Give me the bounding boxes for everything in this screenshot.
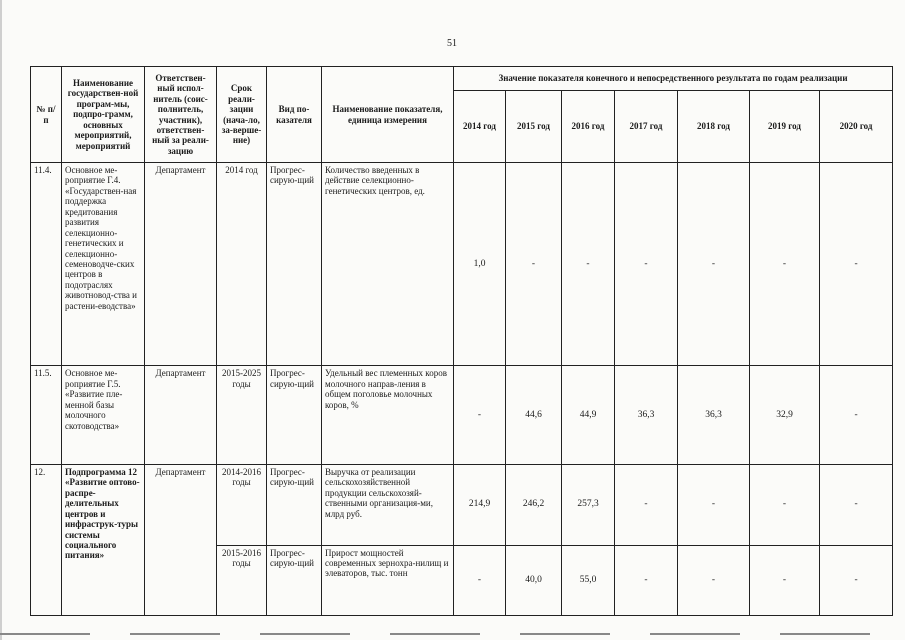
- header-term: Срок реали-зации (нача-ло, за-верше-ние): [217, 67, 267, 163]
- value-2016: 44,9: [562, 366, 615, 465]
- header-year-2016: 2016 год: [562, 91, 615, 163]
- value-2019: -: [750, 464, 820, 545]
- value-2015: -: [506, 163, 562, 366]
- value-2014: -: [454, 545, 506, 615]
- header-year-2017: 2017 год: [615, 91, 678, 163]
- value-2019: -: [750, 163, 820, 366]
- value-2014: -: [454, 366, 506, 465]
- header-year-2018: 2018 год: [678, 91, 750, 163]
- header-indicator: Наименование показателя, единица измерения: [322, 67, 454, 163]
- row-term: 2015-2016 годы: [217, 545, 267, 615]
- value-2016: -: [562, 163, 615, 366]
- value-2019: -: [750, 545, 820, 615]
- indicators-table: [30, 66, 893, 616]
- row-kind: Прогрес-сирую-щий: [267, 545, 322, 615]
- row-responsible: Департамент: [145, 464, 217, 615]
- value-2020: -: [820, 366, 893, 465]
- header-year-2015: 2015 год: [506, 91, 562, 163]
- row-num: 11.4.: [31, 163, 62, 366]
- row-name: Подпрограмма 12 «Развитие оптово-распре-делительных центров и инфраструк-туры системы социального питания»: [62, 464, 145, 615]
- header-responsible: Ответствен-ный испол-нитель (соис-полнитель, участник), ответствен-ный за реали-зацию: [145, 67, 217, 163]
- row-term: 2014-2016 годы: [217, 464, 267, 545]
- row-indicator: Количество введенных в действие селекционно-генетических центров, ед.: [322, 163, 454, 366]
- value-2019: 32,9: [750, 366, 820, 465]
- value-2020: -: [820, 163, 893, 366]
- row-kind: Прогрес-сирую-щий: [267, 366, 322, 465]
- value-2015: 44,6: [506, 366, 562, 465]
- row-indicator: Удельный вес племенных коров молочного направ-ления в общем поголовье молочных коров, %: [322, 366, 454, 465]
- row-term: 2015-2025 годы: [217, 366, 267, 465]
- value-2014: 214,9: [454, 464, 506, 545]
- table-row: [31, 464, 893, 545]
- value-2020: -: [820, 545, 893, 615]
- value-2018: -: [678, 163, 750, 366]
- page-number: 51: [447, 38, 457, 49]
- row-term: 2014 год: [217, 163, 267, 366]
- row-name: Основное ме-роприятие Г.4. «Государствен-ная поддержка кредитования развития селекционно-генетических и селекционно-семеноводче-ских центров в подотраслях животновод-ства и растени-еводства»: [62, 163, 145, 366]
- value-2015: 40,0: [506, 545, 562, 615]
- scan-left-edge: [0, 0, 2, 640]
- value-2018: 36,3: [678, 366, 750, 465]
- value-2017: -: [615, 464, 678, 545]
- table-row: [31, 366, 893, 465]
- row-indicator: Прирост мощностей современных зернохра-нилищ и элеваторов, тыс. тонн: [322, 545, 454, 615]
- row-num: 11.5.: [31, 366, 62, 465]
- value-2020: -: [820, 464, 893, 545]
- header-num: № п/п: [31, 67, 62, 163]
- row-responsible: Департамент: [145, 163, 217, 366]
- row-responsible: Департамент: [145, 366, 217, 465]
- header-values-group: Значение показателя конечного и непосредственного результата по годам реализации: [454, 67, 893, 91]
- header-year-2020: 2020 год: [820, 91, 893, 163]
- value-2018: -: [678, 464, 750, 545]
- header-kind: Вид по-казателя: [267, 67, 322, 163]
- header-year-2014: 2014 год: [454, 91, 506, 163]
- value-2017: 36,3: [615, 366, 678, 465]
- value-2014: 1,0: [454, 163, 506, 366]
- value-2016: 257,3: [562, 464, 615, 545]
- header-year-2019: 2019 год: [750, 91, 820, 163]
- value-2017: -: [615, 545, 678, 615]
- value-2016: 55,0: [562, 545, 615, 615]
- value-2018: -: [678, 545, 750, 615]
- value-2015: 246,2: [506, 464, 562, 545]
- row-kind: Прогрес-сирую-щий: [267, 464, 322, 545]
- row-indicator: Выручка от реализации сельскохозяйственной продукции сельскохозяй-ственными организация-ми, млрд руб.: [322, 464, 454, 545]
- row-name: Основное ме-роприятие Г.5. «Развитие пле-менной базы молочного скотоводства»: [62, 366, 145, 465]
- header-name: Наименование государствен-ной програм-мы, подпро-грамм, основных мероприятий, мероприятий: [62, 67, 145, 163]
- value-2017: -: [615, 163, 678, 366]
- table-row: [31, 163, 893, 366]
- row-kind: Прогрес-сирую-щий: [267, 163, 322, 366]
- scan-bottom-edge: [0, 633, 905, 635]
- row-num: 12.: [31, 464, 62, 615]
